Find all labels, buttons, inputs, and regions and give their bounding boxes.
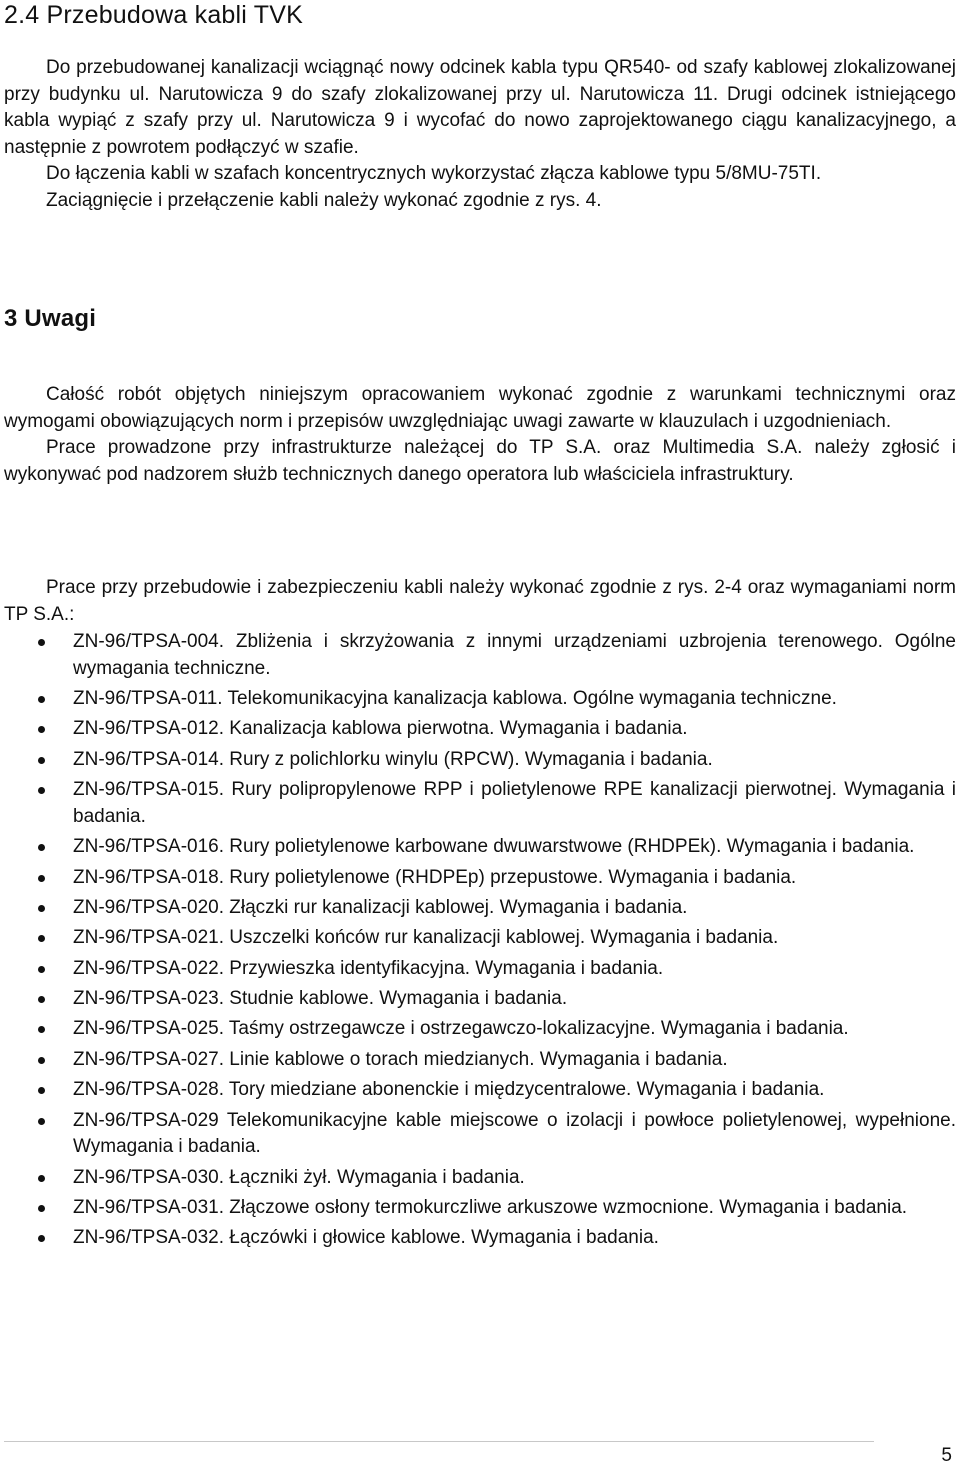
list-item-text: ZN-96/TPSA-011. Telekomunikacyjna kanalizacja kablowa. Ogólne wymagania techniczne. [73,687,837,709]
bullet-icon [38,757,45,764]
bullet-icon [38,1205,45,1212]
list-item-text: ZN-96/TPSA-028. Tory miedziane abonenckie i międzycentralowe. Wymagania i badania. [73,1079,825,1101]
bullet-icon [38,966,45,973]
paragraph: Całość robót objętych niniejszym opracowaniem wykonać zgodnie z warunkami technicznymi oraz wymogami obowiązujących norm i przepisów uwzględniając uwagi zawarte w klauzulach i uzgodnieniach. [4,384,956,432]
paragraph: Do łączenia kabli w szafach koncentrycznych wykorzystać złącza kablowe typu 5/8MU-75TI. [46,163,822,185]
list-item [4,629,956,682]
section-3-body [4,382,956,488]
list-item-text: ZN-96/TPSA-012. Kanalizacja kablowa pierwotna. Wymagania i badania. [73,718,688,740]
list-item-text: ZN-96/TPSA-029 Telekomunikacyjne kable miejscowe o izolacji i powłoce polietylenowej, wypełnione. Wymagania i badania. [73,1109,956,1158]
list-item [4,1077,956,1104]
list-item-text: ZN-96/TPSA-018. Rury polietylenowe (RHDPEp) przepustowe. Wymagania i badania. [73,866,797,888]
list-item [4,865,956,892]
list-item [4,686,956,713]
list-item [4,1108,956,1161]
list-item [4,834,956,861]
bullet-icon [38,639,45,646]
bullet-icon [38,844,45,851]
bullet-icon [38,875,45,882]
list-item [4,1047,956,1074]
list-item-text: ZN-96/TPSA-030. Łączniki żył. Wymagania i badania. [73,1166,525,1188]
bullet-icon [38,1087,45,1094]
list-item [4,716,956,743]
list-item-text: ZN-96/TPSA-027. Linie kablowe o torach miedzianych. Wymagania i badania. [73,1048,728,1070]
list-item-text: ZN-96/TPSA-025. Taśmy ostrzegawcze i ostrzegawczo-lokalizacyjne. Wymagania i badania. [73,1018,849,1040]
list-item [4,956,956,983]
list-item [4,777,956,830]
section-2-4-body [4,55,956,215]
list-item-text: ZN-96/TPSA-032. Łączówki i głowice kablowe. Wymagania i badania. [73,1227,659,1249]
paragraph: Prace prowadzone przy infrastrukturze należącej do TP S.A. oraz Multimedia S.A. należy zgłosić i wykonywać pod nadzorem służb technicznych danego operatora lub właściciela infrastruktury. [4,437,956,485]
bullet-icon [38,726,45,733]
list-item [4,747,956,774]
section-heading-2-4: 2.4 Przebudowa kabli TVK [4,1,303,29]
bullet-icon [38,1118,45,1125]
list-item-text: ZN-96/TPSA-021. Uszczelki końców rur kanalizacji kablowej. Wymagania i badania. [73,927,779,949]
bullet-icon [38,787,45,794]
bullet-icon [38,1026,45,1033]
bullet-icon [38,1175,45,1182]
paragraph: Zaciągnięcie i przełączenie kabli należy wykonać zgodnie z rys. 4. [46,189,602,211]
list-item [4,895,956,922]
list-item [4,986,956,1013]
document-page [4,0,956,1470]
bullet-icon [38,696,45,703]
bullet-icon [38,1057,45,1064]
list-item-text: ZN-96/TPSA-016. Rury polietylenowe karbowane dwuwarstwowe (RHDPEk). Wymagania i badania. [73,836,915,858]
list-item-text: ZN-96/TPSA-004. Zbliżenia i skrzyżowania z innymi urządzeniami uzbrojenia terenowego. Ogólne wymagania techniczne. [73,631,956,679]
list-item [4,1016,956,1043]
bullet-icon [38,905,45,912]
section-heading-3: 3 Uwagi [4,305,97,332]
bullet-icon [38,1235,45,1242]
standards-list [4,629,956,1256]
list-item [4,925,956,952]
list-item-text: ZN-96/TPSA-022. Przywieszka identyfikacyjna. Wymagania i badania. [73,957,664,979]
paragraph: Do przebudowanej kanalizacji wciągnąć nowy odcinek kabla typu QR540- od szafy kablowej zlokalizowanej przy budynku ul. Narutowicza 9 do szafy zlokalizowanej przy ul. Narutowicza 11. Drugi odcinek istniejącego kabla wypiąć z szafy przy ul. Narutowicza 9 i wycofać do nowo zaprojektowanego ciągu kanalizacyjnego, a następnie z powrotem podłączyć w szafie. [4,57,956,158]
list-item [4,1165,956,1192]
list-item-text: ZN-96/TPSA-023. Studnie kablowe. Wymagania i badania. [73,988,568,1010]
bullet-icon [38,996,45,1003]
page-number: 5 [941,1445,952,1466]
list-item-text: ZN-96/TPSA-031. Złączowe osłony termokurczliwe arkuszowe wzmocnione. Wymagania i badania. [73,1197,908,1219]
footer-divider [4,1441,874,1442]
paragraph: Prace przy przebudowie i zabezpieczeniu kabli należy wykonać zgodnie z rys. 2-4 oraz wymaganiami norm TP S.A.: [4,577,956,625]
standards-intro [4,575,956,628]
list-item-text: ZN-96/TPSA-015. Rury polipropylenowe RPP i polietylenowe RPE kanalizacji pierwotnej. Wymagania i badania. [73,779,956,827]
list-item [4,1225,956,1252]
bullet-icon [38,935,45,942]
list-item-text: ZN-96/TPSA-014. Rury z polichlorku winylu (RPCW). Wymagania i badania. [73,748,713,770]
list-item [4,1195,956,1222]
list-item-text: ZN-96/TPSA-020. Złączki rur kanalizacji kablowej. Wymagania i badania. [73,896,688,918]
